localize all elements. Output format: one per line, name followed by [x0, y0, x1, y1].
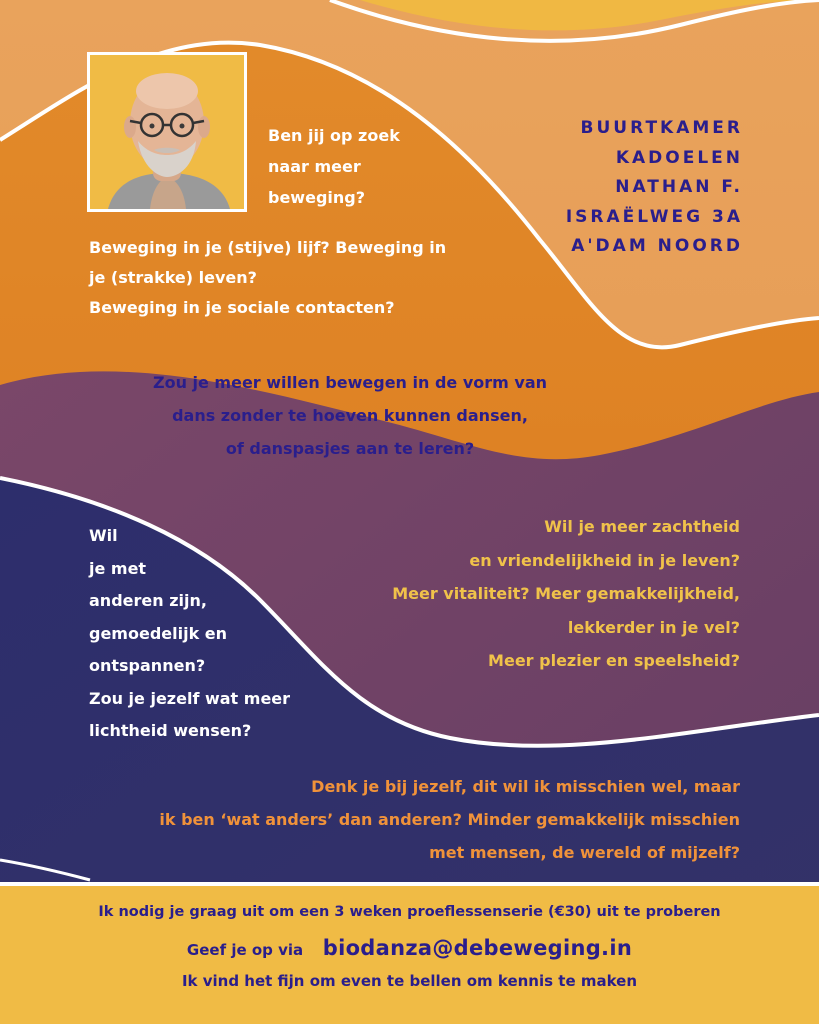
intro-line: Ben jij op zoek: [268, 126, 400, 145]
doubt-line: met mensen, de wereld of mijzelf?: [429, 843, 740, 862]
address-line: BUURTKAMER: [580, 118, 743, 138]
together-line: je met: [89, 558, 147, 578]
address-line: A'DAM NOORD: [571, 236, 743, 256]
address-line: KADOELEN: [615, 147, 743, 168]
together-line: ontspannen?: [89, 656, 206, 675]
address-line: NATHAN F.: [615, 177, 743, 197]
softness-block: [392, 510, 740, 678]
together-line: Zou je jezelf wat meer: [89, 688, 291, 708]
beweging-block: [89, 233, 446, 323]
footer-call: Ik vind het fijn om even te bellen om kennis te maken: [181, 972, 638, 990]
together-line: gemoedelijk en: [89, 623, 228, 643]
softness-line: Wil je meer zachtheid: [544, 517, 740, 536]
softness-line: Meer plezier en speelsheid?: [488, 651, 740, 670]
dance-line: of danspasjes aan te leren?: [225, 439, 475, 458]
softness-line: lekkerder in je vel?: [567, 617, 740, 637]
portrait-photo: [87, 52, 247, 212]
address-line: ISRAËLWEG 3A: [565, 206, 743, 227]
together-block: [89, 520, 290, 748]
intro-line: naar meer: [268, 157, 361, 176]
signup-prefix: Geef je op via: [186, 941, 304, 959]
footer-signup: [0, 936, 819, 960]
together-line: anderen zijn,: [89, 591, 207, 610]
doubt-block: [159, 770, 740, 869]
together-line: Wil: [89, 526, 118, 545]
intro-line: beweging?: [268, 188, 365, 207]
venue-address: [566, 114, 743, 262]
intro-question: [268, 120, 400, 213]
softness-line: en vriendelijkheid in je leven?: [469, 550, 740, 570]
beweging-line: je (strakke) leven?: [89, 268, 257, 287]
softness-line: Meer vitaliteit? Meer gemakkelijkheid,: [392, 584, 740, 603]
doubt-line: ik ben ‘wat anders’ dan anderen? Minder gemakkelijk misschien: [159, 810, 740, 829]
dance-line: Zou je meer willen bewegen in de vorm van: [152, 373, 548, 392]
footer-invite: Ik nodig je graag uit om een 3 weken proeflessenserie (€30) uit te proberen: [98, 904, 721, 920]
dance-question: [0, 366, 700, 465]
doubt-line: Denk je bij jezelf, dit wil ik misschien wel, maar: [311, 777, 740, 796]
portrait-photo-icon: [90, 55, 244, 209]
email-link[interactable]: biodanza@debeweging.in: [322, 936, 633, 960]
together-line: lichtheid wensen?: [89, 721, 252, 740]
beweging-line: Beweging in je sociale contacten?: [89, 298, 395, 317]
beweging-line: Beweging in je (stijve) lijf? Beweging in: [89, 238, 447, 257]
dance-line: dans zonder te hoeven kunnen dansen,: [172, 406, 528, 425]
